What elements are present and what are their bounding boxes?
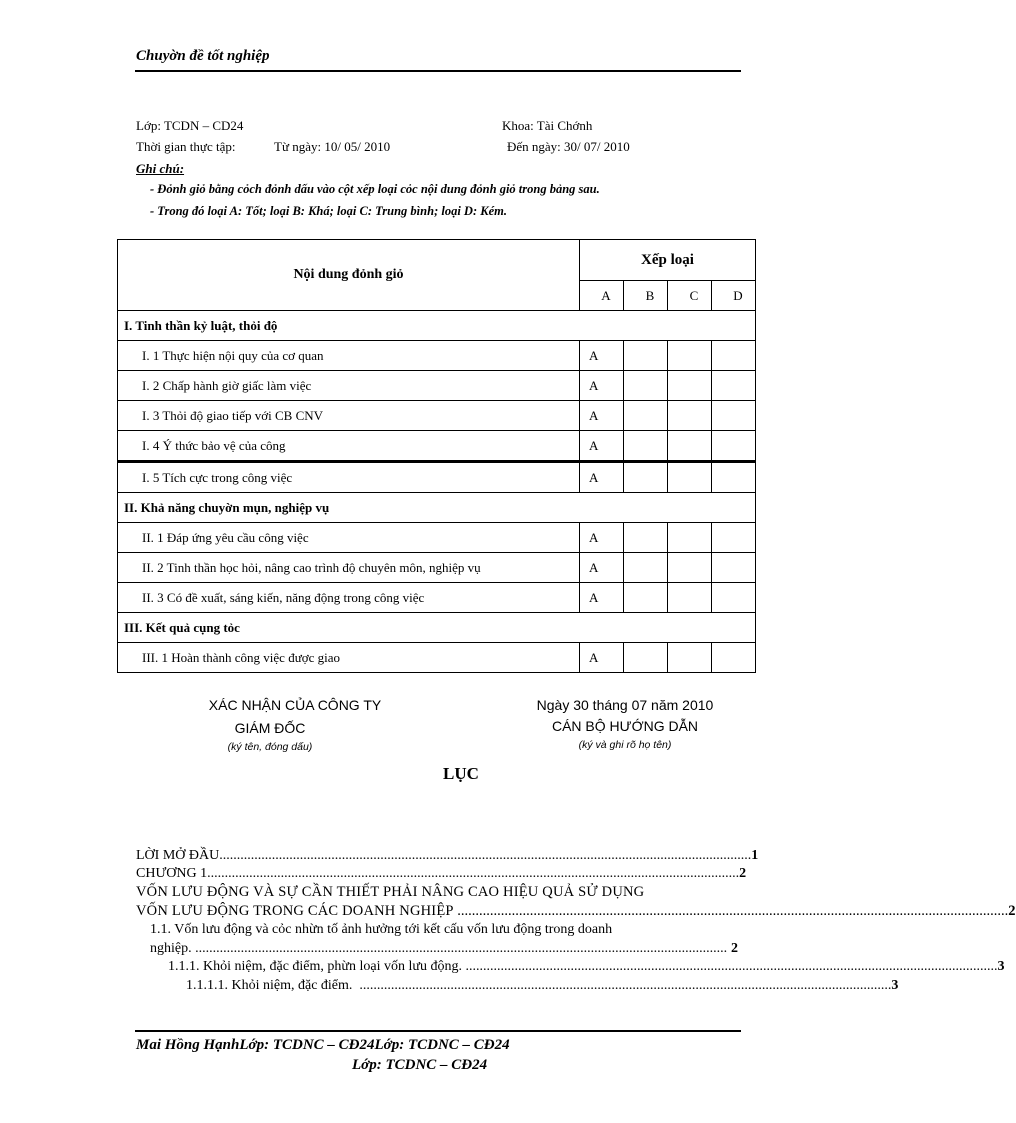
table-row	[118, 553, 756, 583]
company-confirm-label: XÁC NHẬN CỦA CÔNG TY	[208, 697, 382, 713]
section-title: III. Kết quả cụng tỏc	[118, 613, 756, 643]
toc-dots: ........................................................................................................................................................	[219, 848, 752, 863]
footer-author-line: Mai Hồng HạnhLớp: TCDNC – CĐ24Lớp: TCDNC – CĐ24	[136, 1037, 510, 1053]
footer-rule	[135, 1030, 741, 1032]
table-section-row	[118, 493, 756, 523]
grade-cell-d[interactable]	[712, 341, 756, 371]
toc-entry-page: 2	[1008, 903, 1016, 919]
toc-entry-text: VỐN LƯU ĐỘNG VÀ SỰ CẦN THIẾT PHẢI NÂNG CAO HIỆU QUẢ SỬ DỤNG	[136, 884, 645, 900]
grade-cell-b[interactable]	[624, 553, 668, 583]
section-title: II. Khả năng chuyờn mụn, nghiệp vụ	[118, 493, 756, 523]
grade-cell-b[interactable]	[624, 401, 668, 431]
toc-title: LỤC	[443, 764, 479, 783]
toc-entry-page: 3	[997, 959, 1005, 974]
header-content-cell: Nội dung đỏnh giỏ	[118, 240, 580, 311]
grade-cell-c[interactable]	[668, 553, 712, 583]
criterion-label: II. 2 Tinh thần học hỏi, nâng cao trình độ chuyên môn, nghiệp vụ	[118, 553, 580, 583]
grade-cell-c[interactable]	[668, 643, 712, 673]
toc-entry-text: VỐN LƯU ĐỘNG TRONG CÁC DOANH NGHIỆP	[136, 903, 454, 919]
supervisor-sign-note: (ký và ghi rõ họ tên)	[578, 739, 672, 751]
criterion-label: I. 2 Chấp hành giờ giấc làm việc	[118, 371, 580, 401]
grade-cell-c[interactable]	[668, 341, 712, 371]
table-row	[118, 371, 756, 401]
to-date: Đến ngày: 30/ 07/ 2010	[507, 139, 630, 154]
table-section-row	[118, 311, 756, 341]
grade-cell-a[interactable]: A	[580, 462, 624, 493]
grade-cell-c[interactable]	[668, 431, 712, 462]
toc-entry-intro[interactable]	[136, 848, 759, 864]
toc-entry-section-1-1-1-1[interactable]	[186, 978, 899, 994]
grade-cell-b[interactable]	[624, 583, 668, 613]
table-header-row	[118, 240, 756, 281]
toc-dots: ........................................................................................................................................................	[207, 866, 740, 881]
grade-cell-a[interactable]: A	[580, 341, 624, 371]
toc-dots: ........................................................................................................................................................	[191, 941, 728, 956]
document-header-title: Chuyờn đề tốt nghiệp	[136, 48, 270, 64]
criterion-label: II. 1 Đáp ứng yêu cầu công việc	[118, 523, 580, 553]
grade-header-b: B	[624, 281, 668, 311]
criterion-label: II. 3 Có đề xuất, sáng kiến, năng động trong công việc	[118, 583, 580, 613]
grade-cell-d[interactable]	[712, 431, 756, 462]
table-row	[118, 462, 756, 493]
table-row	[118, 341, 756, 371]
table-row	[118, 643, 756, 673]
table-row	[118, 401, 756, 431]
grade-cell-d[interactable]	[712, 523, 756, 553]
director-sign-note: (ký tên, đóng dấu)	[227, 741, 313, 753]
toc-entry-text: 1.1.1. Khỏi niệm, đặc điểm, phừn loại vốn lưu động.	[168, 959, 462, 974]
note-line-1: - Đỏnh giỏ bằng cỏch đỏnh dấu vào cột xếp loại cỏc nội dung đỏnh giỏ trong bảng sau.	[150, 182, 600, 196]
toc-entry-text: nghiệp.	[150, 941, 192, 956]
grade-cell-d[interactable]	[712, 371, 756, 401]
section-title: I. Tinh thần kỷ luật, thỏi độ	[118, 311, 756, 341]
evaluation-table	[117, 239, 756, 673]
grade-cell-a[interactable]: A	[580, 583, 624, 613]
grade-cell-d[interactable]	[712, 462, 756, 493]
toc-entry-page: 2	[739, 866, 747, 881]
from-date: Từ ngày: 10/ 05/ 2010	[274, 139, 391, 154]
grade-cell-a[interactable]: A	[580, 523, 624, 553]
grade-cell-b[interactable]	[624, 643, 668, 673]
grade-cell-b[interactable]	[624, 341, 668, 371]
grade-cell-d[interactable]	[712, 643, 756, 673]
grade-cell-d[interactable]	[712, 583, 756, 613]
grade-header-a: A	[580, 281, 624, 311]
toc-entry-text: LỜI MỞ ĐẦU	[136, 848, 220, 863]
criterion-label: III. 1 Hoàn thành công việc được giao	[118, 643, 580, 673]
grade-cell-b[interactable]	[624, 431, 668, 462]
grade-cell-d[interactable]	[712, 401, 756, 431]
toc-entry-page: 3	[891, 978, 899, 993]
note-label: Ghi chú:	[136, 161, 185, 176]
grade-cell-c[interactable]	[668, 583, 712, 613]
grade-cell-c[interactable]	[668, 462, 712, 493]
grade-cell-c[interactable]	[668, 401, 712, 431]
faculty-label: Khoa: Tài Chớnh	[502, 118, 593, 133]
toc-entry-text: 1.1. Vốn lưu động và cỏc nhừn tố ảnh hưởng tới kết cấu vốn lưu động trong doanh	[150, 922, 613, 937]
grade-cell-c[interactable]	[668, 523, 712, 553]
table-row	[118, 431, 756, 462]
toc-entry-chapter-title-1[interactable]	[136, 884, 738, 901]
criterion-label: I. 5 Tích cực trong công việc	[118, 462, 580, 493]
grade-header-c: C	[668, 281, 712, 311]
grade-cell-b[interactable]	[624, 462, 668, 493]
table-row	[118, 583, 756, 613]
note-line-2: - Trong đó loại A: Tốt; loại B: Khá; loại C: Trung bình; loại D: Kém.	[150, 204, 507, 218]
grade-cell-a[interactable]: A	[580, 553, 624, 583]
table-row	[118, 523, 756, 553]
criterion-label: I. 4 Ý thức bảo vệ của công	[118, 431, 580, 462]
table-section-row	[118, 613, 756, 643]
toc-dots: ........................................................................................................................................................	[352, 978, 892, 993]
toc-entry-section-1-1-1[interactable]	[168, 959, 1005, 975]
class-label: Lớp: TCDN – CD24	[136, 118, 244, 133]
toc-entry-text: 1.1.1.1. Khỏi niệm, đặc điểm.	[186, 978, 353, 993]
toc-entry-page: 1	[751, 848, 759, 863]
date-label: Ngày 30 tháng 07 năm 2010	[536, 697, 714, 713]
grade-header-d: D	[712, 281, 756, 311]
period-label: Thời gian thực tập:	[136, 139, 236, 154]
toc-entry-chapter-title-2[interactable]	[136, 903, 1016, 920]
grade-cell-b[interactable]	[624, 523, 668, 553]
grade-cell-a[interactable]: A	[580, 401, 624, 431]
grade-cell-a[interactable]: A	[580, 371, 624, 401]
toc-entry-chapter-1[interactable]	[136, 866, 747, 882]
director-label: GIÁM ĐỐC	[234, 720, 306, 736]
toc-dots: ........................................................................................................................................................	[453, 903, 1009, 919]
toc-entry-page: 2	[731, 941, 738, 956]
supervisor-label: CÁN BỘ HƯỚNG DẪN	[551, 718, 699, 734]
criterion-label: I. 3 Thỏi độ giao tiếp với CB CNV	[118, 401, 580, 431]
grade-cell-d[interactable]	[712, 553, 756, 583]
footer-class-line: Lớp: TCDNC – CĐ24	[352, 1057, 488, 1073]
toc-entry-section-1-1b[interactable]	[150, 941, 738, 957]
grade-cell-a[interactable]: A	[580, 643, 624, 673]
toc-entry-text: CHƯƠNG 1	[136, 866, 208, 881]
grade-cell-b[interactable]	[624, 371, 668, 401]
header-rank-cell: Xếp loại	[580, 240, 756, 281]
toc-dots: ........................................................................................................................................................	[461, 959, 998, 974]
grade-cell-a[interactable]: A	[580, 431, 624, 462]
grade-cell-c[interactable]	[668, 371, 712, 401]
header-rule	[135, 70, 741, 72]
criterion-label: I. 1 Thực hiện nội quy của cơ quan	[118, 341, 580, 371]
toc-entry-section-1-1a[interactable]	[150, 922, 738, 938]
